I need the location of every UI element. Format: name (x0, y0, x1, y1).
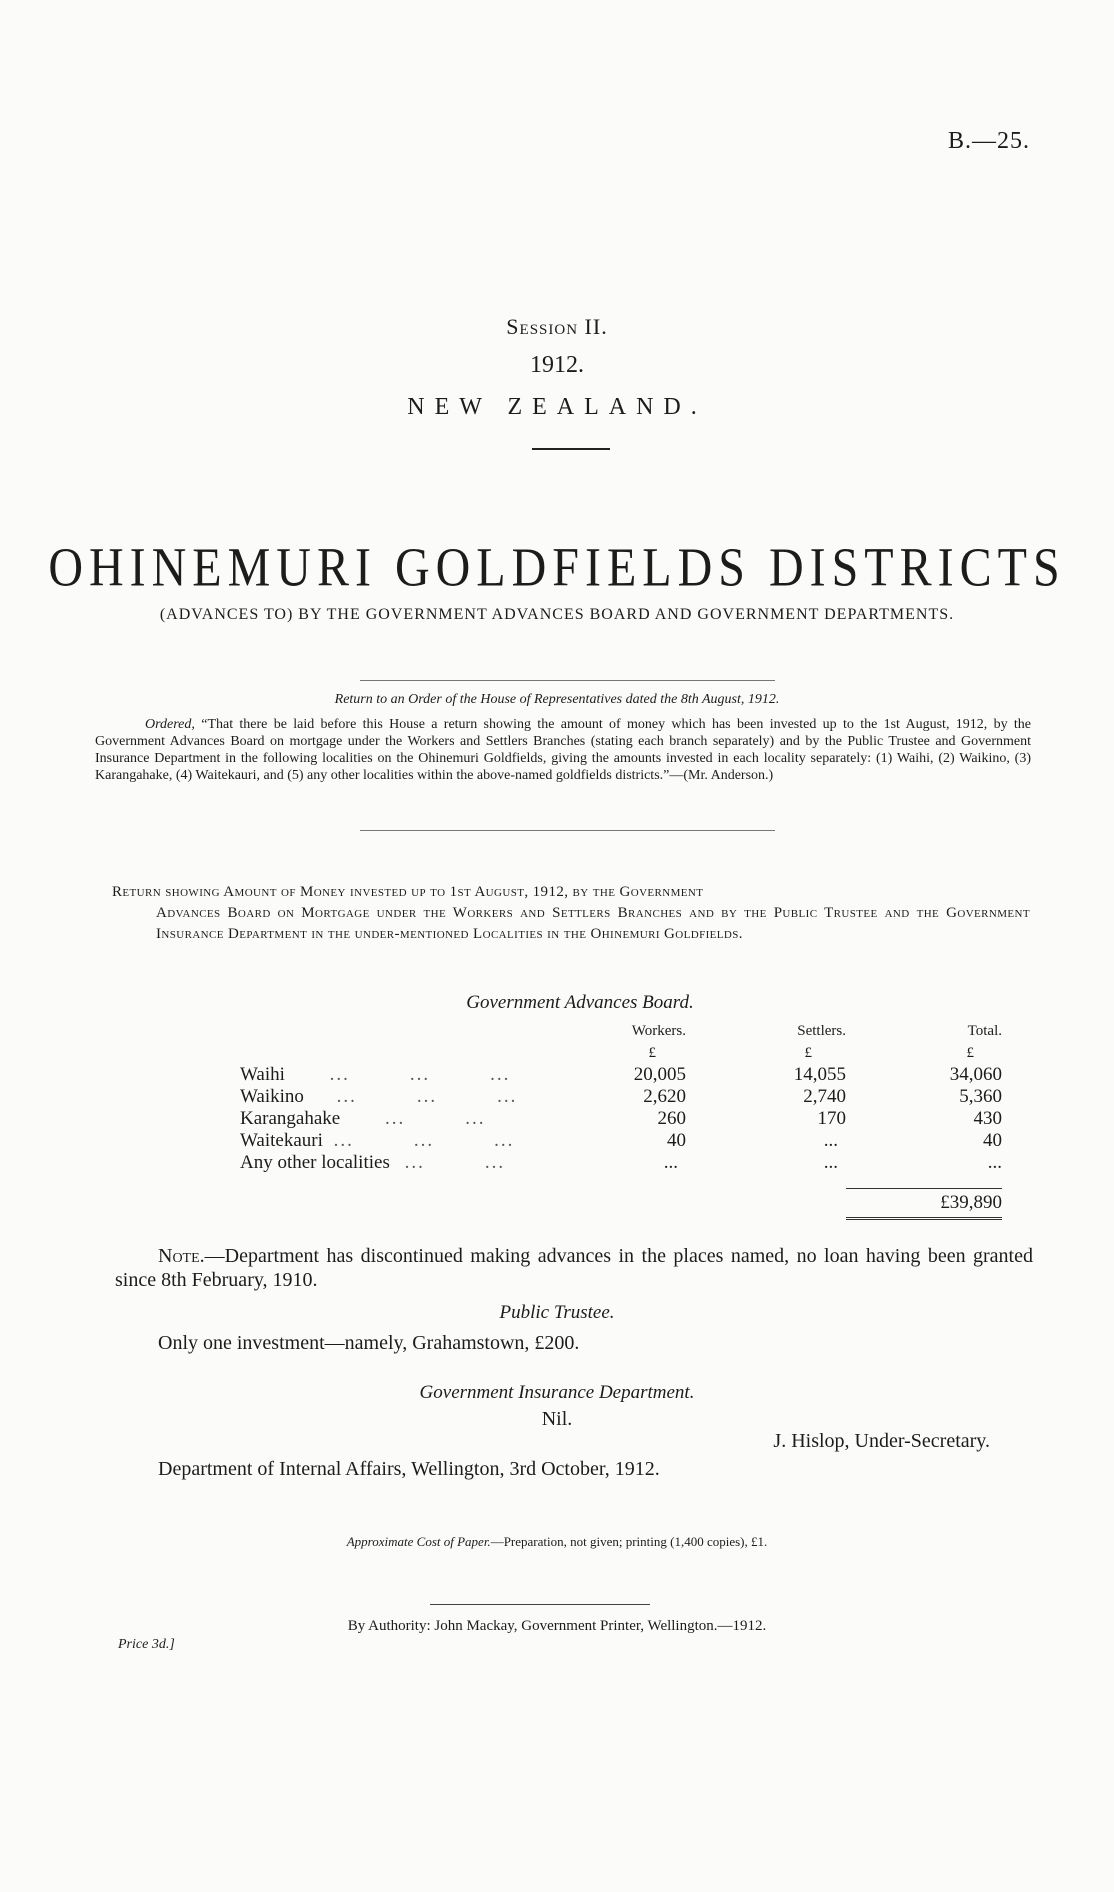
insurance-text: Nil. (541, 1408, 573, 1430)
public-trustee-heading: Public Trustee. (499, 1302, 615, 1323)
note-label: Note. (158, 1245, 205, 1267)
locality-name: Waitekauri (240, 1130, 323, 1151)
document-reference: B.—25. (947, 128, 1030, 154)
table-row: Any other localities ... ... ... ... ... (240, 1152, 1002, 1173)
unit-workers: £ (648, 1045, 656, 1061)
advances-table (240, 1020, 1002, 1220)
order-body: “That there be laid before this House a return showing the amount of money which has been invested up to the 1st August, 1912, by the Government Advances Board on mortgage under the Workers and Settlers Branches (stating each branch separately) and by the Public Trustee and Government Insurance Department in the following localities on the Ohinemuri Goldfields, giving the amounts invested in each locality separately: (1) Waihi, (2) Waikino, (3) Karangahake, (4) Waitekauri, and (5) any other localities within the above-named goldfields districts.”—(Mr. Anderson.) (95, 717, 1031, 783)
workers-value: 2,620 (643, 1086, 686, 1107)
column-header-settlers: Settlers. (797, 1023, 846, 1039)
settlers-value: 170 (817, 1108, 846, 1129)
note-text: —Department has discontinued making advances in the places named, no loan having been granted since 8th February, 1910. (115, 1245, 1033, 1291)
order-text (95, 716, 1031, 784)
total-value: 430 (973, 1108, 1002, 1129)
header-rule (532, 448, 610, 450)
column-header-total: Total. (967, 1023, 1002, 1039)
grand-total: £39,890 (846, 1189, 1002, 1219)
table-header-row (240, 1020, 1002, 1042)
order-heading: Return to an Order of the House of Representatives dated the 8th August, 1912. (334, 692, 780, 707)
table-units-row (240, 1042, 1002, 1064)
table-spacer-row (240, 1174, 1002, 1189)
locality-name: Waikino (240, 1086, 304, 1107)
order-bottom-rule (360, 830, 775, 831)
workers-value: ... (663, 1152, 678, 1173)
return-heading (112, 882, 1030, 945)
public-trustee-text: Only one investment—namely, Grahamstown, £200. (158, 1332, 580, 1354)
note-paragraph (115, 1244, 1033, 1292)
cost-line (0, 1534, 1114, 1550)
settlers-value: 2,740 (803, 1086, 846, 1107)
document-title: OHINEMURI GOLDFIELDS DISTRICTS (48, 537, 1066, 598)
return-heading-line1: Return showing Amount of Money invested up to 1st August, 1912, by the Government (112, 884, 704, 900)
session-label: Session II. (506, 314, 608, 339)
table-row: Waikino ... ... ... 2,620 2,740 5,360 (240, 1086, 1002, 1107)
unit-settlers: £ (804, 1045, 812, 1061)
cost-label: Approximate Cost of Paper. (346, 1534, 491, 1549)
order-top-rule (360, 680, 775, 681)
board-heading: Government Advances Board. (466, 992, 694, 1013)
table-total-row (240, 1189, 1002, 1219)
return-heading-rest: Advances Board on Mortgage under the Workers and Settlers Branches and by the Public Trustee and the Government Insurance Department in the under-mentioned Localities in the Ohinemuri Goldfields. (156, 905, 1030, 942)
settlers-value: ... (823, 1152, 838, 1173)
workers-value: 260 (657, 1108, 686, 1129)
cost-text: —Preparation, not given; printing (1,400 copies), £1. (490, 1534, 768, 1549)
table-row: Karangahake ... ... 260 170 430 (240, 1108, 1002, 1129)
total-value: 5,360 (959, 1086, 1002, 1107)
insurance-heading: Government Insurance Department. (419, 1382, 695, 1403)
country-label: NEW ZEALAND. (407, 394, 707, 420)
year-label: 1912. (530, 352, 584, 378)
unit-total: £ (966, 1045, 974, 1061)
locality-name: Any other localities (240, 1152, 390, 1173)
workers-value: 20,005 (633, 1064, 686, 1085)
locality-name: Karangahake (240, 1108, 341, 1129)
ordered-label: Ordered, (145, 717, 195, 732)
total-value: 34,060 (949, 1064, 1002, 1085)
locality-name: Waihi (240, 1064, 285, 1085)
price-label: Price 3d.] (118, 1637, 175, 1652)
workers-value: 40 (667, 1130, 686, 1151)
signature: J. Hislop, Under-Secretary. (773, 1430, 990, 1452)
authority-rule (430, 1604, 650, 1605)
column-header-workers: Workers. (631, 1023, 686, 1039)
table-row: Waitekauri ... ... ... 40 ... 40 (240, 1130, 1002, 1151)
total-value: ... (987, 1152, 1002, 1173)
document-subtitle: (ADVANCES TO) BY THE GOVERNMENT ADVANCES BOARD AND GOVERNMENT DEPARTMENTS. (159, 606, 955, 623)
total-value: 40 (983, 1130, 1002, 1151)
settlers-value: 14,055 (793, 1064, 846, 1085)
authority-line: By Authority: John Mackay, Government Printer, Wellington.—1912. (347, 1618, 767, 1634)
department-line: Department of Internal Affairs, Wellington, 3rd October, 1912. (158, 1458, 660, 1480)
settlers-value: ... (823, 1130, 838, 1151)
table-row: Waihi ... ... ... 20,005 14,055 34,060 (240, 1064, 1002, 1085)
